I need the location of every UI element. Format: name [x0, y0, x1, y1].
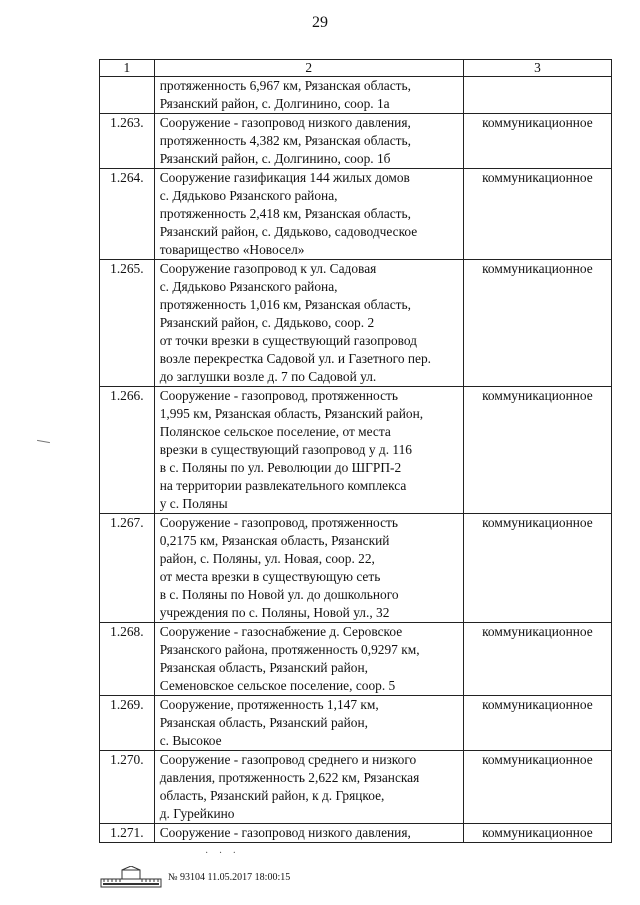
description-line: Рязанский район, с. Долгинино, соор. 1а	[159, 96, 390, 111]
row-number	[100, 77, 155, 114]
description-line: до заглушки возле д. 7 по Садовой ул.	[159, 369, 377, 384]
description-line: 1,995 км, Рязанская область, Рязанский район,	[159, 406, 424, 421]
row-description	[154, 751, 463, 824]
description-line: на территории развлекательного комплекса	[159, 478, 407, 493]
table-row	[100, 751, 612, 824]
description-line: учреждения по с. Поляны, Новой ул., 32	[159, 605, 390, 620]
row-purpose: коммуникационное	[463, 623, 611, 696]
property-table-body	[100, 60, 612, 843]
row-description	[154, 824, 463, 843]
description-line: Сооружение - газопровод низкого давления,	[159, 115, 411, 130]
description-line: протяженность 2,418 км, Рязанская область,	[159, 206, 411, 221]
table-row	[100, 260, 612, 387]
scan-specks: · · ·	[205, 848, 240, 859]
building-seal-icon	[100, 866, 162, 888]
description-line: врезки в существующий газопровод у д. 116	[159, 442, 412, 457]
row-number: 1.266.	[100, 387, 155, 514]
row-number: 1.269.	[100, 696, 155, 751]
row-number: 1.264.	[100, 169, 155, 260]
row-purpose: коммуникационное	[463, 824, 611, 843]
description-line: у с. Поляны	[159, 496, 228, 511]
row-description	[154, 114, 463, 169]
row-purpose: коммуникационное	[463, 114, 611, 169]
description-line: Сооружение - газопровод среднего и низкого	[159, 752, 417, 767]
description-line: с. Дядьково Рязанского района,	[159, 279, 338, 294]
description-line: с. Высокое	[159, 733, 222, 748]
description-line: от точки врезки в существующий газопровод	[159, 333, 417, 348]
description-line: область, Рязанский район, к д. Гряцкое,	[159, 788, 385, 803]
description-line: 0,2175 км, Рязанская область, Рязанский	[159, 533, 390, 548]
row-description	[154, 77, 463, 114]
header-col-1: 1	[100, 60, 155, 77]
table-row	[100, 623, 612, 696]
header-col-3: 3	[463, 60, 611, 77]
description-line: Сооружение газопровод к ул. Садовая	[159, 261, 377, 276]
row-purpose: коммуникационное	[463, 387, 611, 514]
row-number: 1.267.	[100, 514, 155, 623]
header-col-2: 2	[154, 60, 463, 77]
property-table	[99, 59, 612, 843]
description-line: район, с. Поляны, ул. Новая, соор. 22,	[159, 551, 375, 566]
description-line: в с. Поляны по ул. Революции до ШГРП-2	[159, 460, 402, 475]
description-line: товарищество «Новосел»	[159, 242, 305, 257]
description-line: Сооружение - газопровод, протяженность	[159, 515, 398, 530]
row-purpose	[463, 77, 611, 114]
table-row	[100, 114, 612, 169]
description-line: протяженность 4,382 км, Рязанская область,	[159, 133, 411, 148]
row-number: 1.263.	[100, 114, 155, 169]
description-line: Рязанская область, Рязанский район,	[159, 660, 368, 675]
footer	[100, 866, 290, 888]
description-line: от места врезки в существующую сеть	[159, 569, 381, 584]
description-line: возле перекрестка Садовой ул. и Газетного пер.	[159, 351, 432, 366]
description-line: Рязанский район, с. Дядьково, соор. 2	[159, 315, 375, 330]
footer-doc-number: № 93104 11.05.2017 18:00:15	[168, 871, 291, 883]
row-purpose: коммуникационное	[463, 260, 611, 387]
table-row	[100, 696, 612, 751]
row-number: 1.271.	[100, 824, 155, 843]
description-line: Сооружение газификация 144 жилых домов	[159, 170, 410, 185]
table-row	[100, 824, 612, 843]
description-line: Семеновское сельское поселение, соор. 5	[159, 678, 396, 693]
row-number: 1.265.	[100, 260, 155, 387]
row-purpose: коммуникационное	[463, 696, 611, 751]
row-purpose: коммуникационное	[463, 169, 611, 260]
row-description	[154, 696, 463, 751]
description-line: Рязанского района, протяженность 0,9297 км,	[159, 642, 420, 657]
page-number: 29	[312, 14, 328, 31]
description-line: Рязанская область, Рязанский район,	[159, 715, 368, 730]
row-purpose: коммуникационное	[463, 751, 611, 824]
description-line: в с. Поляны по Новой ул. до дошкольного	[159, 587, 399, 602]
description-line: протяженность 1,016 км, Рязанская область,	[159, 297, 411, 312]
row-number: 1.268.	[100, 623, 155, 696]
row-number: 1.270.	[100, 751, 155, 824]
row-description	[154, 260, 463, 387]
description-line: Сооружение - газопровод, протяженность	[159, 388, 398, 403]
description-line: Сооружение - газоснабжение д. Серовское	[159, 624, 403, 639]
row-description	[154, 623, 463, 696]
table-header-row	[100, 60, 612, 77]
description-line: д. Гурейкино	[159, 806, 235, 821]
margin-mark	[37, 440, 50, 443]
description-line: Полянское сельское поселение, от места	[159, 424, 391, 439]
table-row	[100, 169, 612, 260]
description-line: с. Дядьково Рязанского района,	[159, 188, 338, 203]
description-line: Рязанский район, с. Дядьково, садоводческое	[159, 224, 418, 239]
row-description	[154, 169, 463, 260]
description-line: давления, протяженность 2,622 км, Рязанская	[159, 770, 420, 785]
table-row	[100, 387, 612, 514]
table-row	[100, 514, 612, 623]
description-line: Сооружение, протяженность 1,147 км,	[159, 697, 379, 712]
description-line: Рязанский район, с. Долгинино, соор. 1б	[159, 151, 391, 166]
description-line: протяженность 6,967 км, Рязанская область,	[159, 78, 411, 93]
row-purpose: коммуникационное	[463, 514, 611, 623]
row-description	[154, 387, 463, 514]
table-row	[100, 77, 612, 114]
row-description	[154, 514, 463, 623]
description-line: Сооружение - газопровод низкого давления,	[159, 825, 411, 840]
